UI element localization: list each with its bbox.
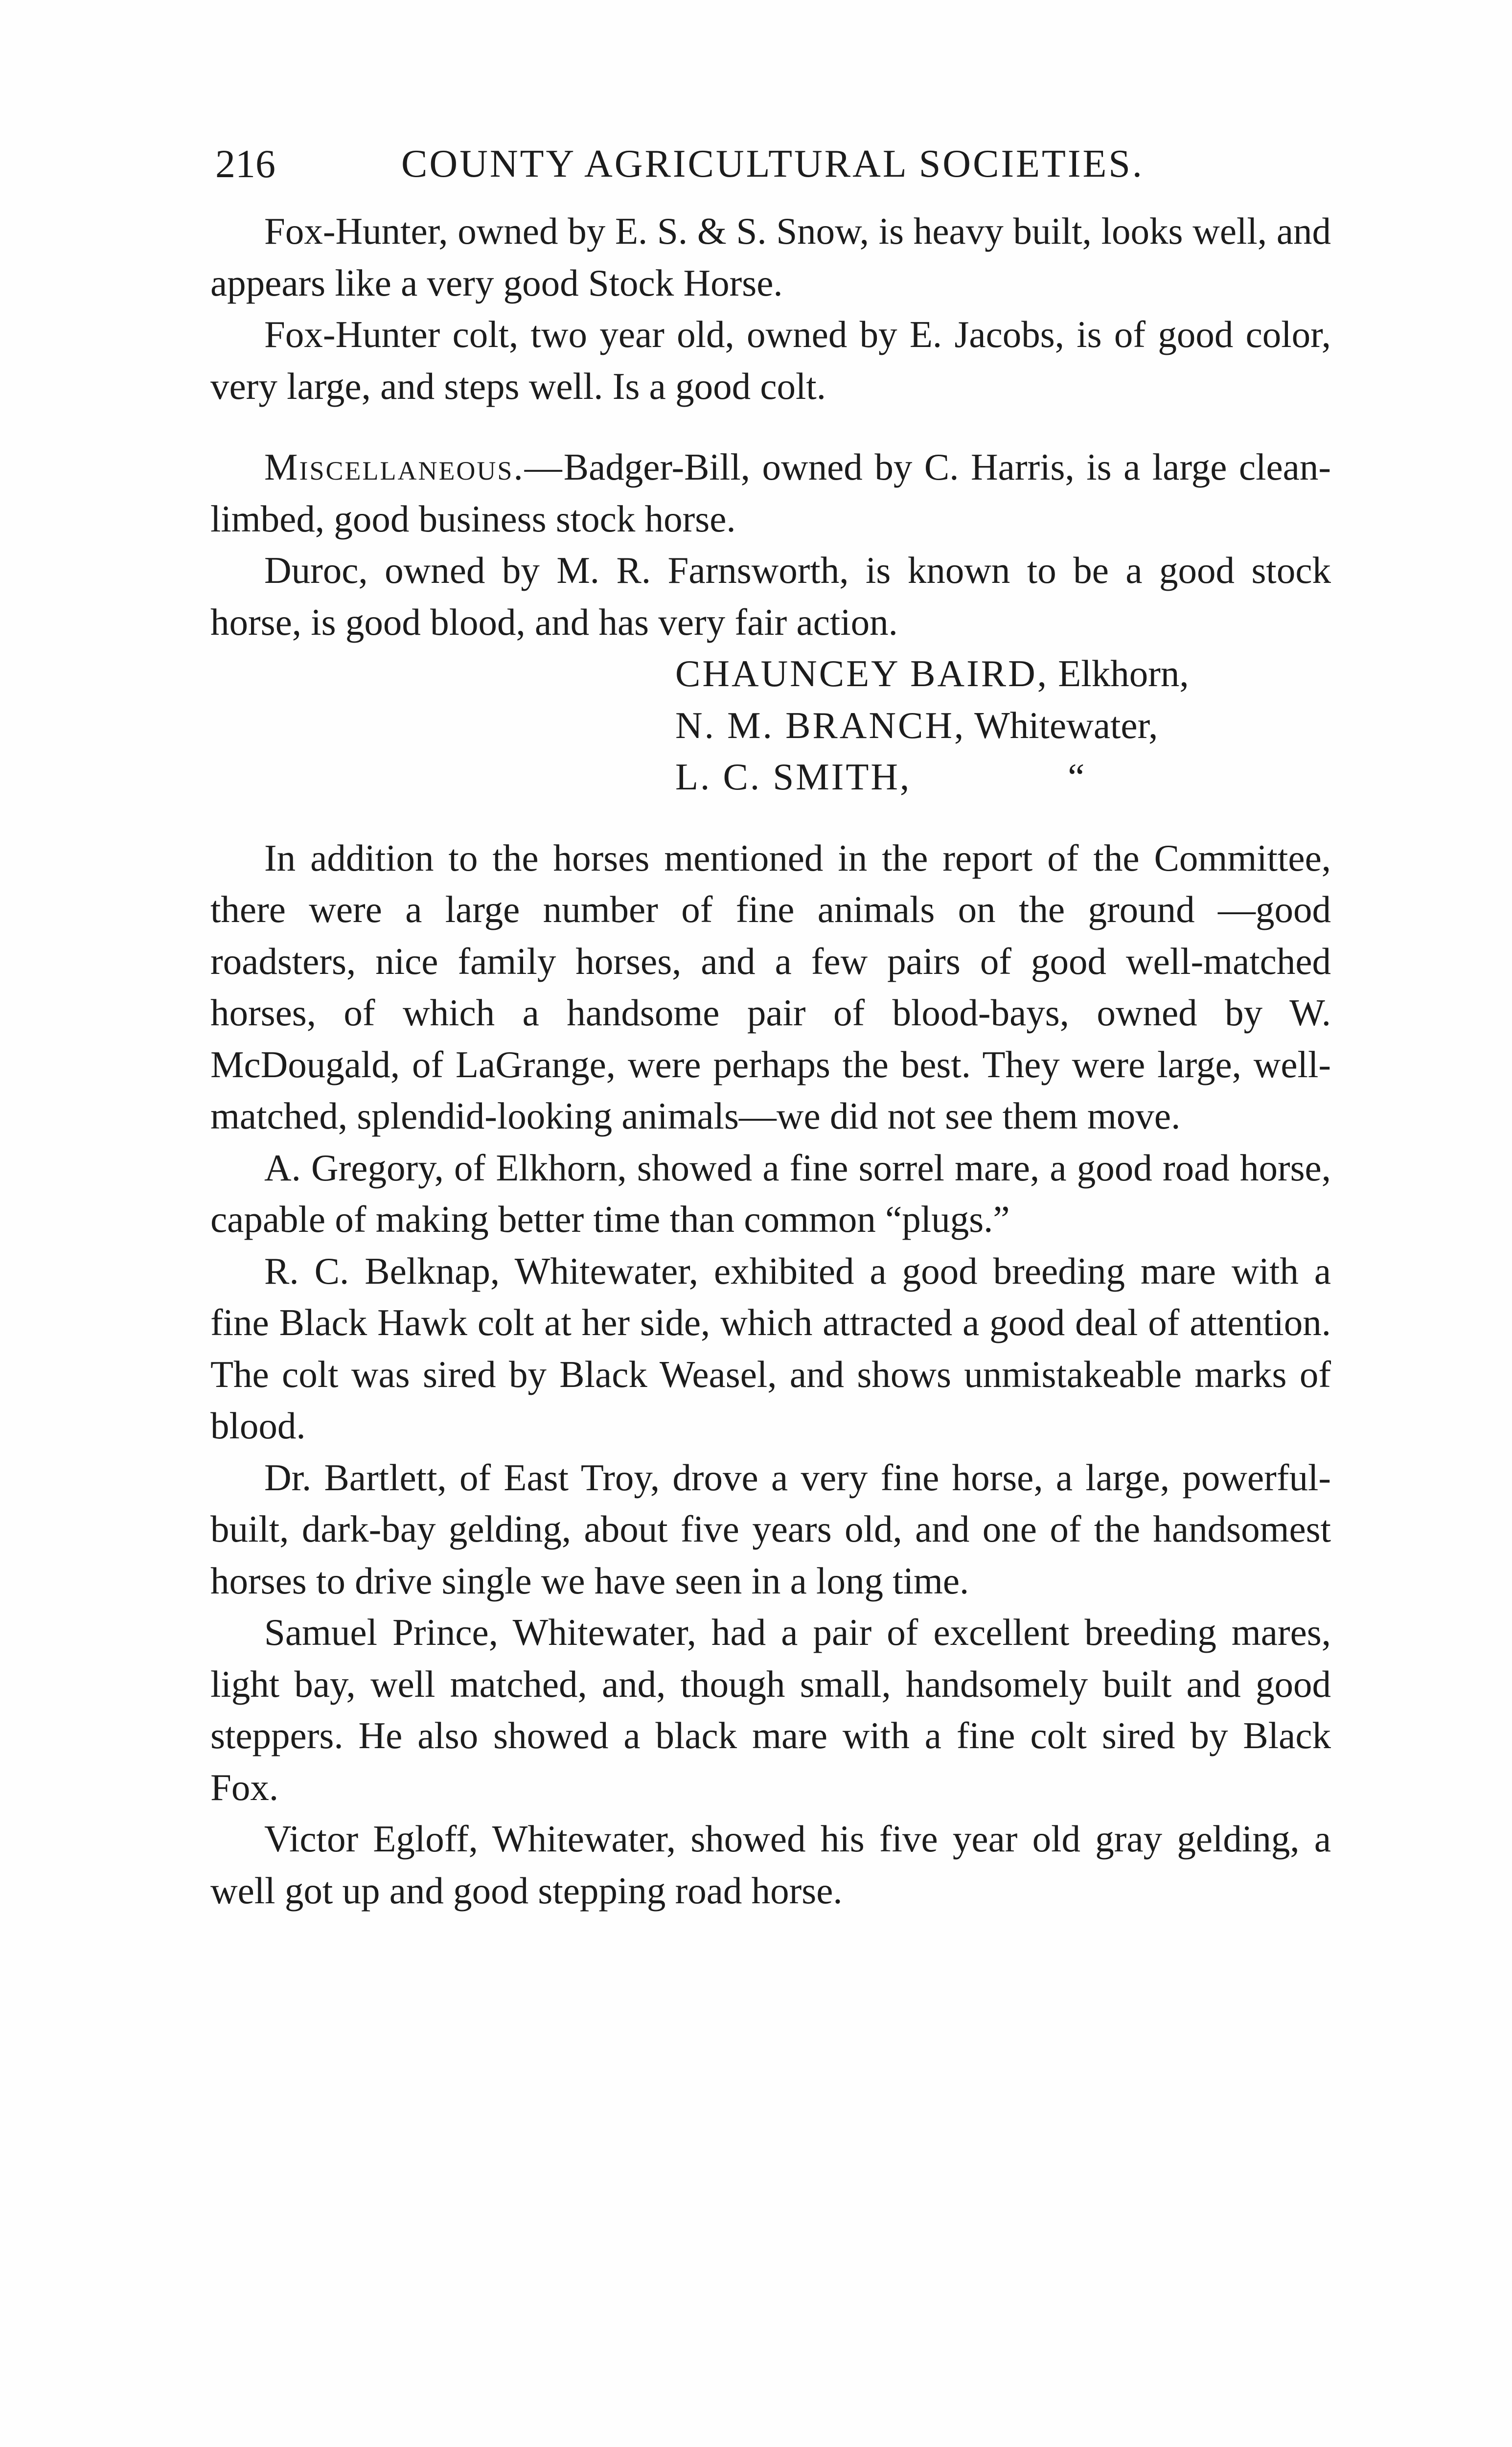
signature-line [675,751,1331,803]
signature-name: N. M. BRANCH, [675,704,966,746]
paragraph-bartlett: Dr. Bartlett, of East Troy, drove a very fine horse, a large, powerful-built, dark-bay gelding, about five years old, and one of the handsomest horses to drive single we have seen in a long time. [210,1456,1331,1602]
body-text [210,206,1331,1916]
page-header [215,137,1184,191]
paragraph-additional-horses: In addition to the horses mentioned in the report of the Committee, there were a large number of fine animals on the ground —good roadsters, nice family horses, and a few pairs of good well-matched horses, of which a handsome pair of blood-bays, owned by W. McDougald, of LaGrange, were perhaps the best. They were large, well-matched, splendid-looking animals—we did not see them move. [210,836,1331,1137]
paragraph-miscellaneous [210,441,1331,545]
paragraph-egloff: Victor Egloff, Whitewater, showed his five year old gray gelding, a well got up and good stepping road horse. [210,1818,1331,1912]
signature-line [675,648,1331,700]
signature-place: Elkhorn, [1058,652,1189,694]
signature-name: L. C. SMITH, [675,756,912,798]
paragraph-badger-bill: Badger-Bill, owned by C. Harris, is a large clean-limbed, good business stock horse. [210,446,1331,540]
paragraph-fox-hunter: Fox-Hunter, owned by E. S. & S. Snow, is heavy built, looks well, and appears like a very good Stock Horse. [210,210,1331,304]
paragraph-gregory: A. Gregory, of Elkhorn, showed a fine sorrel mare, a good road horse, capable of making better time than common “plugs.” [210,1146,1331,1240]
signature-name: CHAUNCEY BAIRD, [675,652,1049,694]
signature-place: Whitewater, [974,704,1158,746]
running-head: COUNTY AGRICULTURAL SOCIETIES. [401,142,1144,185]
page-number: 216 [215,141,275,186]
signature-line [675,700,1331,752]
paragraph-fox-hunter-colt: Fox-Hunter colt, two year old, owned by E. Jacobs, is of good color, very large, and steps well. Is a good colt. [210,313,1331,407]
paragraph-duroc: Duroc, owned by M. R. Farnsworth, is known to be a good stock horse, is good blood, and has very fair action. [210,549,1331,643]
paragraph-belknap: R. C. Belknap, Whitewater, exhibited a good breeding mare with a fine Black Hawk colt at her side, which attracted a good deal of attention. The colt was sired by Black Weasel, and shows unmistakeable marks of blood. [210,1249,1331,1447]
committee-signatures [675,648,1331,803]
ditto-mark: “ [1068,756,1085,798]
paragraph-prince: Samuel Prince, Whitewater, had a pair of excellent breeding mares, light bay, well matched, and, though small, handsomely built and good steppers. He also showed a black mare with a fine colt sired by Black Fox. [210,1611,1331,1808]
section-heading-miscellaneous: Miscellaneous.— [264,446,564,488]
